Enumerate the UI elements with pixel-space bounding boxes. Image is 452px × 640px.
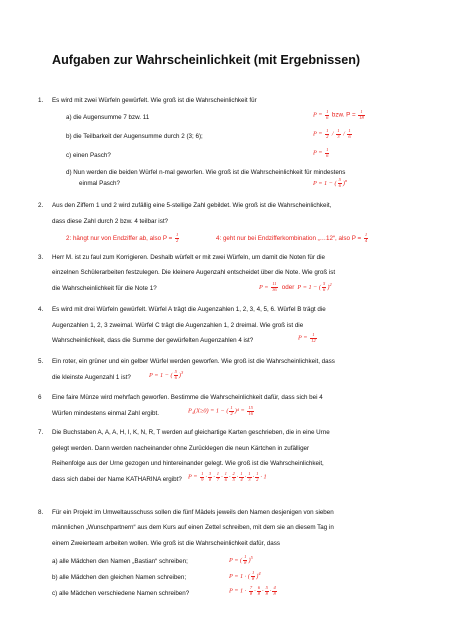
task-6-number: 6 — [38, 394, 42, 401]
task-1d-answer: P = 1 − ( $\frac{5}{6}$ )$^n$ — [313, 177, 348, 189]
task-3-answer: P = $\frac{11}{36}$ oder P = 1 − ( $\frac{5}{6}$ )$^2$ — [259, 281, 332, 293]
task-3-number: 3. — [38, 254, 44, 261]
task-1b-answer: P = $\frac{1}{2}$ / $\frac{1}{3}$ / $\frac{1}{6}$ — [313, 128, 351, 139]
task-2-answer-b: 4: geht nur bei Endzifferkombination „…12“, also P = $\frac{1}{4}$ — [216, 232, 368, 243]
task-1d-text-line1: d) Nun werden die beiden Würfel n-mal geworfen. Wie groß ist die Wahrscheinlichkeit für mindestens — [66, 169, 346, 176]
task-3-line2: einzelnen Schülerarbeiten festzulegen. Die kleinere Augenzahl entscheidet über die Note. Wie groß ist — [52, 269, 336, 276]
task-7-number: 7. — [38, 429, 44, 436]
task-7-answer: P = $\frac{1}{9}$ · $\frac{3}{8}$ · $\frac{1}{7}$ · $\frac{1}{6}$ · $\frac{2}{5}$ · $\frac{1}{4}$ · $\frac{1}{3}$ · $\frac{1}{2}$ · 1 — [188, 471, 267, 482]
task-8c-text: c) alle Mädchen verschiedene Namen schreiben? — [52, 590, 190, 597]
task-2-answer-a: 2: hängt nur von Endziffer ab, also P = $\frac{1}{2}$ — [66, 232, 179, 243]
task-5-line1: Ein roter, ein grüner und ein gelber Würfel werden geworfen. Wie groß ist die Wahrscheinlichkeit, dass — [52, 358, 335, 365]
task-1a-answer: P = $\frac{1}{6}$ bzw. P = $\frac{1}{18}$ — [313, 109, 364, 120]
task-8-number: 8. — [38, 509, 44, 516]
task-2-line2: dass diese Zahl durch 2 bzw. 4 teilbar ist? — [52, 218, 169, 225]
task-6-answer: P₄(X≥0) = 1 − ( $\frac{1}{2}$ )⁴ = $\frac{15}{16}$ — [188, 405, 253, 416]
task-7-line1: Die Buchstaben A, A, A, H, I, K, N, R, T werden auf gleichartige Karten geschrieben, die in eine Urne — [52, 429, 330, 436]
task-8-line2: männlichen „Wunschpartnern“ aus dem Kurs auf einen Zettel schreiben, mit dem sie an diesem Tag in — [52, 524, 334, 531]
task-4-line3: Wahrscheinlichkeit, dass die Summe der gewürfelten Augenzahlen 4 ist? — [52, 337, 254, 344]
task-4-number: 4. — [38, 306, 44, 313]
task-1-intro: Es wird mit zwei Würfeln gewürfelt. Wie groß ist die Wahrscheinlichkeit für — [52, 97, 257, 104]
task-7-line2: gelegt werden. Dann werden nacheinander ohne Zurücklegen die neun Kärtchen in zufälliger — [52, 445, 310, 452]
task-1-number: 1. — [38, 97, 44, 104]
task-2-line1: Aus den Ziffern 1 und 2 wird zufällig eine 5-stellige Zahl gebildet. Wie groß ist die Wahrscheinlichkeit, — [52, 202, 332, 209]
page-title: Aufgaben zur Wahrscheinlichkeit (mit Ergebnissen) — [52, 53, 361, 67]
task-3-line1: Herr M. ist zu faul zum Korrigieren. Deshalb würfelt er mit zwei Würfeln, um damit die Noten für die — [52, 254, 326, 261]
task-1a-text: a) die Augensumme 7 bzw. 11 — [66, 114, 150, 121]
task-8-line1: Für ein Projekt im Umweltausschuss sollen die fünf Mädels jeweils den Namen desjenigen von sieben — [52, 509, 334, 516]
task-7-line3: Reihenfolge aus der Urne gezogen und hintereinander gelegt. Wie groß ist die Wahrscheinlichkeit, — [52, 460, 324, 467]
task-4-line2: Augenzahlen 1, 2, 3 zweimal. Würfel C trägt die Augenzahlen 1, 2 dreimal. Wie groß ist die — [52, 322, 304, 329]
task-6-line1: Eine faire Münze wird mehrfach geworfen. Bestimme die Wahrscheinlichkeit dafür, dass sich bei 4 — [52, 394, 323, 401]
task-8b-text: b) alle Mädchen den gleichen Namen schreiben; — [52, 574, 187, 581]
task-7-line4: dass sich dabei der Name KATHARINA ergibt? — [52, 476, 182, 483]
task-4-line1: Es wird mit drei Würfeln gewürfelt. Würfel A trägt die Augenzahlen 1, 2, 3, 4, 5, 6. Würfel B trägt die — [52, 306, 326, 313]
task-5-number: 5. — [38, 358, 44, 365]
task-8-line3: einem Zweierteam arbeiten wollen. Wie groß ist die Wahrscheinlichkeit dafür, dass — [52, 540, 280, 547]
task-8b-answer: P = 1 · ( $\frac{1}{8}$ )$^4$ — [229, 570, 261, 582]
task-3-line3: die Wahrscheinlichkeit für die Note 1? — [52, 285, 157, 292]
task-1c-text: c) einen Pasch? — [66, 152, 111, 159]
task-2-number: 2. — [38, 202, 44, 209]
task-8a-answer: P = ( $\frac{1}{8}$ )$^5$ — [229, 554, 253, 566]
task-5-line2: die kleinste Augenzahl 1 ist? — [52, 374, 131, 381]
task-1d-text-line2: einmal Pasch? — [79, 180, 120, 187]
task-4-answer: P = $\frac{1}{12}$ — [298, 332, 316, 343]
task-8c-answer: P = 1 · $\frac{7}{8}$ · $\frac{6}{8}$ · $\frac{5}{8}$ · $\frac{4}{8}$ — [229, 585, 276, 596]
task-1c-answer: P = $\frac{1}{6}$ — [313, 147, 329, 158]
task-5-answer: P = 1 − ( $\frac{5}{6}$ )$^3$ — [149, 369, 184, 381]
task-1b-text: b) die Teilbarkeit der Augensumme durch 2 (3; 6); — [66, 133, 203, 140]
task-8a-text: a) alle Mädchen den Namen „Bastian“ schreiben; — [52, 558, 188, 565]
task-6-line2: Würfen mindestens einmal Zahl ergibt. — [52, 410, 159, 417]
